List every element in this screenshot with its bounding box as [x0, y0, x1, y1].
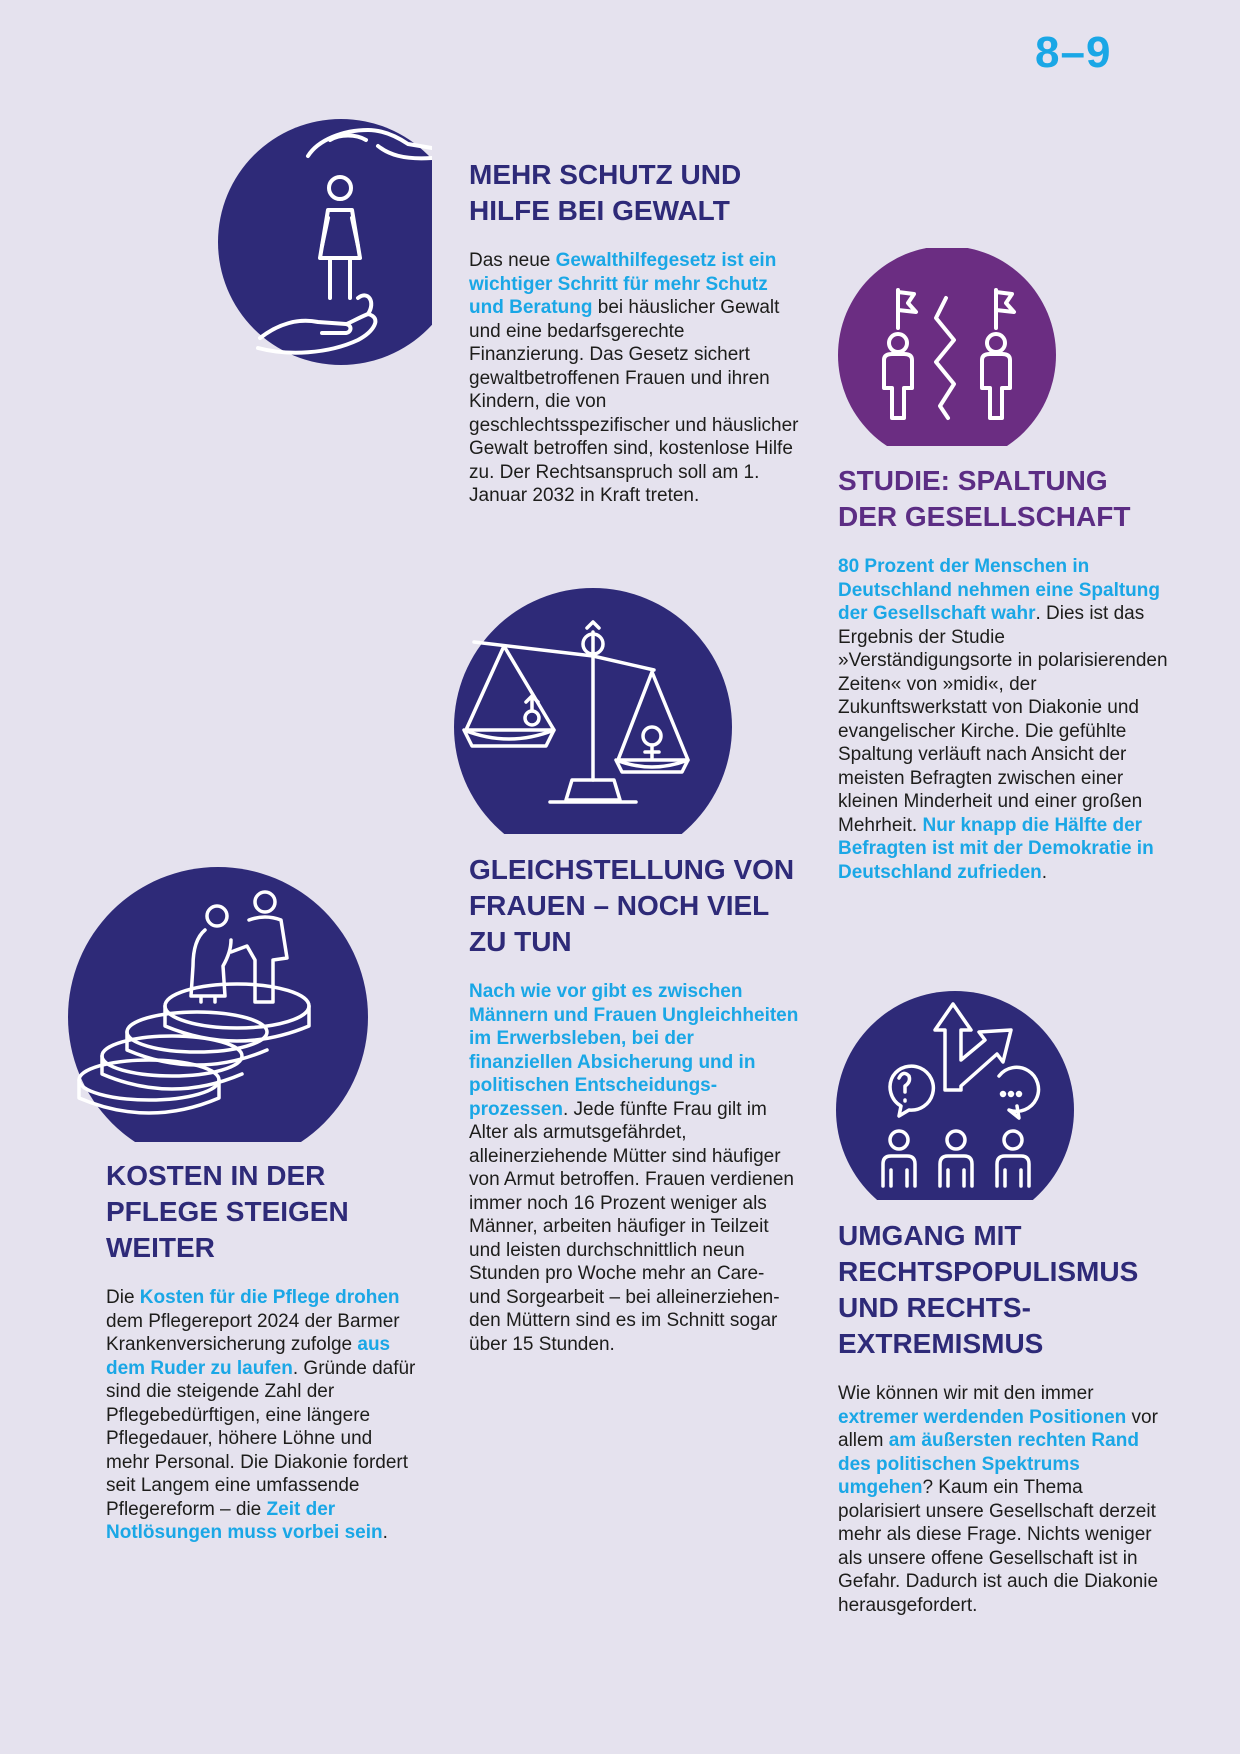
body-text: bei häuslicher Gewalt und eine bedarfsgerechte Finanzierung. Das Gesetz sichert gewaltbetroffenen Frauen und ihren Kindern, die von geschlechtsspezifischer und häuslicher Gewalt betroffen sind, kostenlose Hilfe zu. Der Rechtsanspruch soll am 1. Januar 2032 in Kraft treten.	[469, 297, 799, 506]
hands-protecting-woman-icon	[218, 118, 432, 366]
elderly-couple-on-coins-icon	[67, 866, 369, 1142]
body-text: . Dies ist das Ergebnis der Studie »Verständigungsorte in polarisierenden Zeiten« von »midi«, der Zukunftswerkstatt von Diakonie und evangelischer Kirche. Die gefühlte Spaltung verläuft nach Ansicht der meisten Befragten zwischen einer kleinen Minderheit und einer großen Mehrheit.	[838, 603, 1168, 836]
section-pflege	[106, 1158, 416, 1545]
people-speech-arrow-icon	[835, 990, 1075, 1200]
page-number: 8–9	[1035, 28, 1112, 77]
section-title: STUDIE: SPALTUNG DER GESELLSCHAFT	[838, 465, 1131, 532]
highlighted-text: Kosten für die Pflege drohen	[139, 1287, 400, 1308]
section-title: KOSTEN IN DER PFLEGE STEIGEN WEITER	[106, 1160, 349, 1263]
body-text: .	[382, 1522, 388, 1543]
section-title: GLEICHSTELLUNG VON FRAUEN – NOCH VIEL ZU TUN	[469, 854, 795, 957]
body-text: vor allem	[838, 1406, 1158, 1451]
highlighted-text: Nur knapp die Hälfte der Befragten ist mit der Demokratie in Deutschland zufrieden	[838, 814, 1154, 883]
section-gewalt	[469, 157, 799, 508]
section-populismus	[838, 1218, 1168, 1617]
body-text: dem Pflegereport 2024 der Barmer Krankenversicherung zufolge	[106, 1310, 400, 1355]
highlighted-text: Gewalthilfegesetz ist ein wichtiger Schritt für mehr Schutz und Beratung	[469, 250, 777, 318]
section-body	[106, 1286, 416, 1545]
body-text: Das neue	[469, 250, 556, 271]
section-body	[838, 555, 1168, 884]
section-gleichstellung	[469, 852, 799, 1356]
body-text: ? Kaum ein Thema polarisiert unsere Gesellschaft derzeit mehr als diese Frage. Nichts weniger als unsere offene Gesellschaft ist in Gefahr. Dadurch ist auch die Diakonie herausgefordert.	[838, 1477, 1159, 1616]
section-body	[469, 249, 799, 508]
divided-people-flags-icon	[836, 248, 1058, 446]
highlighted-text: extremer werdenden Positionen	[838, 1406, 1127, 1428]
section-body	[838, 1382, 1168, 1617]
body-text: .	[1041, 861, 1048, 883]
section-title: MEHR SCHUTZ UND HILFE BEI GEWALT	[469, 159, 742, 226]
highlighted-text: Zeit der Notlösungen muss vorbei sein	[106, 1498, 383, 1543]
highlighted-text: am äußersten rechten Rand des politischen Spektrums umgehen	[838, 1430, 1139, 1498]
section-spaltung	[838, 463, 1168, 884]
highlighted-text: 80 Prozent der Menschen in Deutschland nehmen eine Spaltung der Gesellschaft wahr	[838, 556, 1160, 624]
section-title: UMGANG MIT RECHTSPOPULISMUS UND RECHTSEXTREMISMUS	[838, 1220, 1139, 1359]
body-text: Wie können wir mit den immer	[838, 1383, 1094, 1404]
highlighted-text: aus dem Ruder zu laufen	[106, 1334, 391, 1379]
body-text: . Gründe dafür sind die steigende Zahl der Pflegebedürftigen, eine längere Pflegedauer, höhere Löhne und mehr Personal. Die Diakonie fordert seit Langem eine umfassende Pflegereform – die	[106, 1357, 416, 1520]
section-body	[469, 980, 799, 1356]
body-text: Die	[106, 1287, 140, 1308]
highlighted-text: Nach wie vor gibt es zwischen Männern und Frauen Ungleichheiten im Erwerbsleben, bei der finanziellen Absicherung und in politischen Entscheidungsprozessen	[469, 981, 799, 1120]
gender-scales-icon	[454, 588, 732, 834]
body-text: . Jede fünfte Frau gilt im Alter als armutsgefährdet, alleinerziehende Mütter sind häufiger von Armut betroffen. Frauen verdienen immer noch 16 Prozent weniger als Männer, arbeiten häufiger in Teilzeit und leisten durchschnittlich neun Stunden pro Woche mehr an Care- und Sorgearbeit – bei alleinerziehenden Müttern sind es im Schnitt sogar über 15 Stunden.	[469, 1098, 794, 1355]
